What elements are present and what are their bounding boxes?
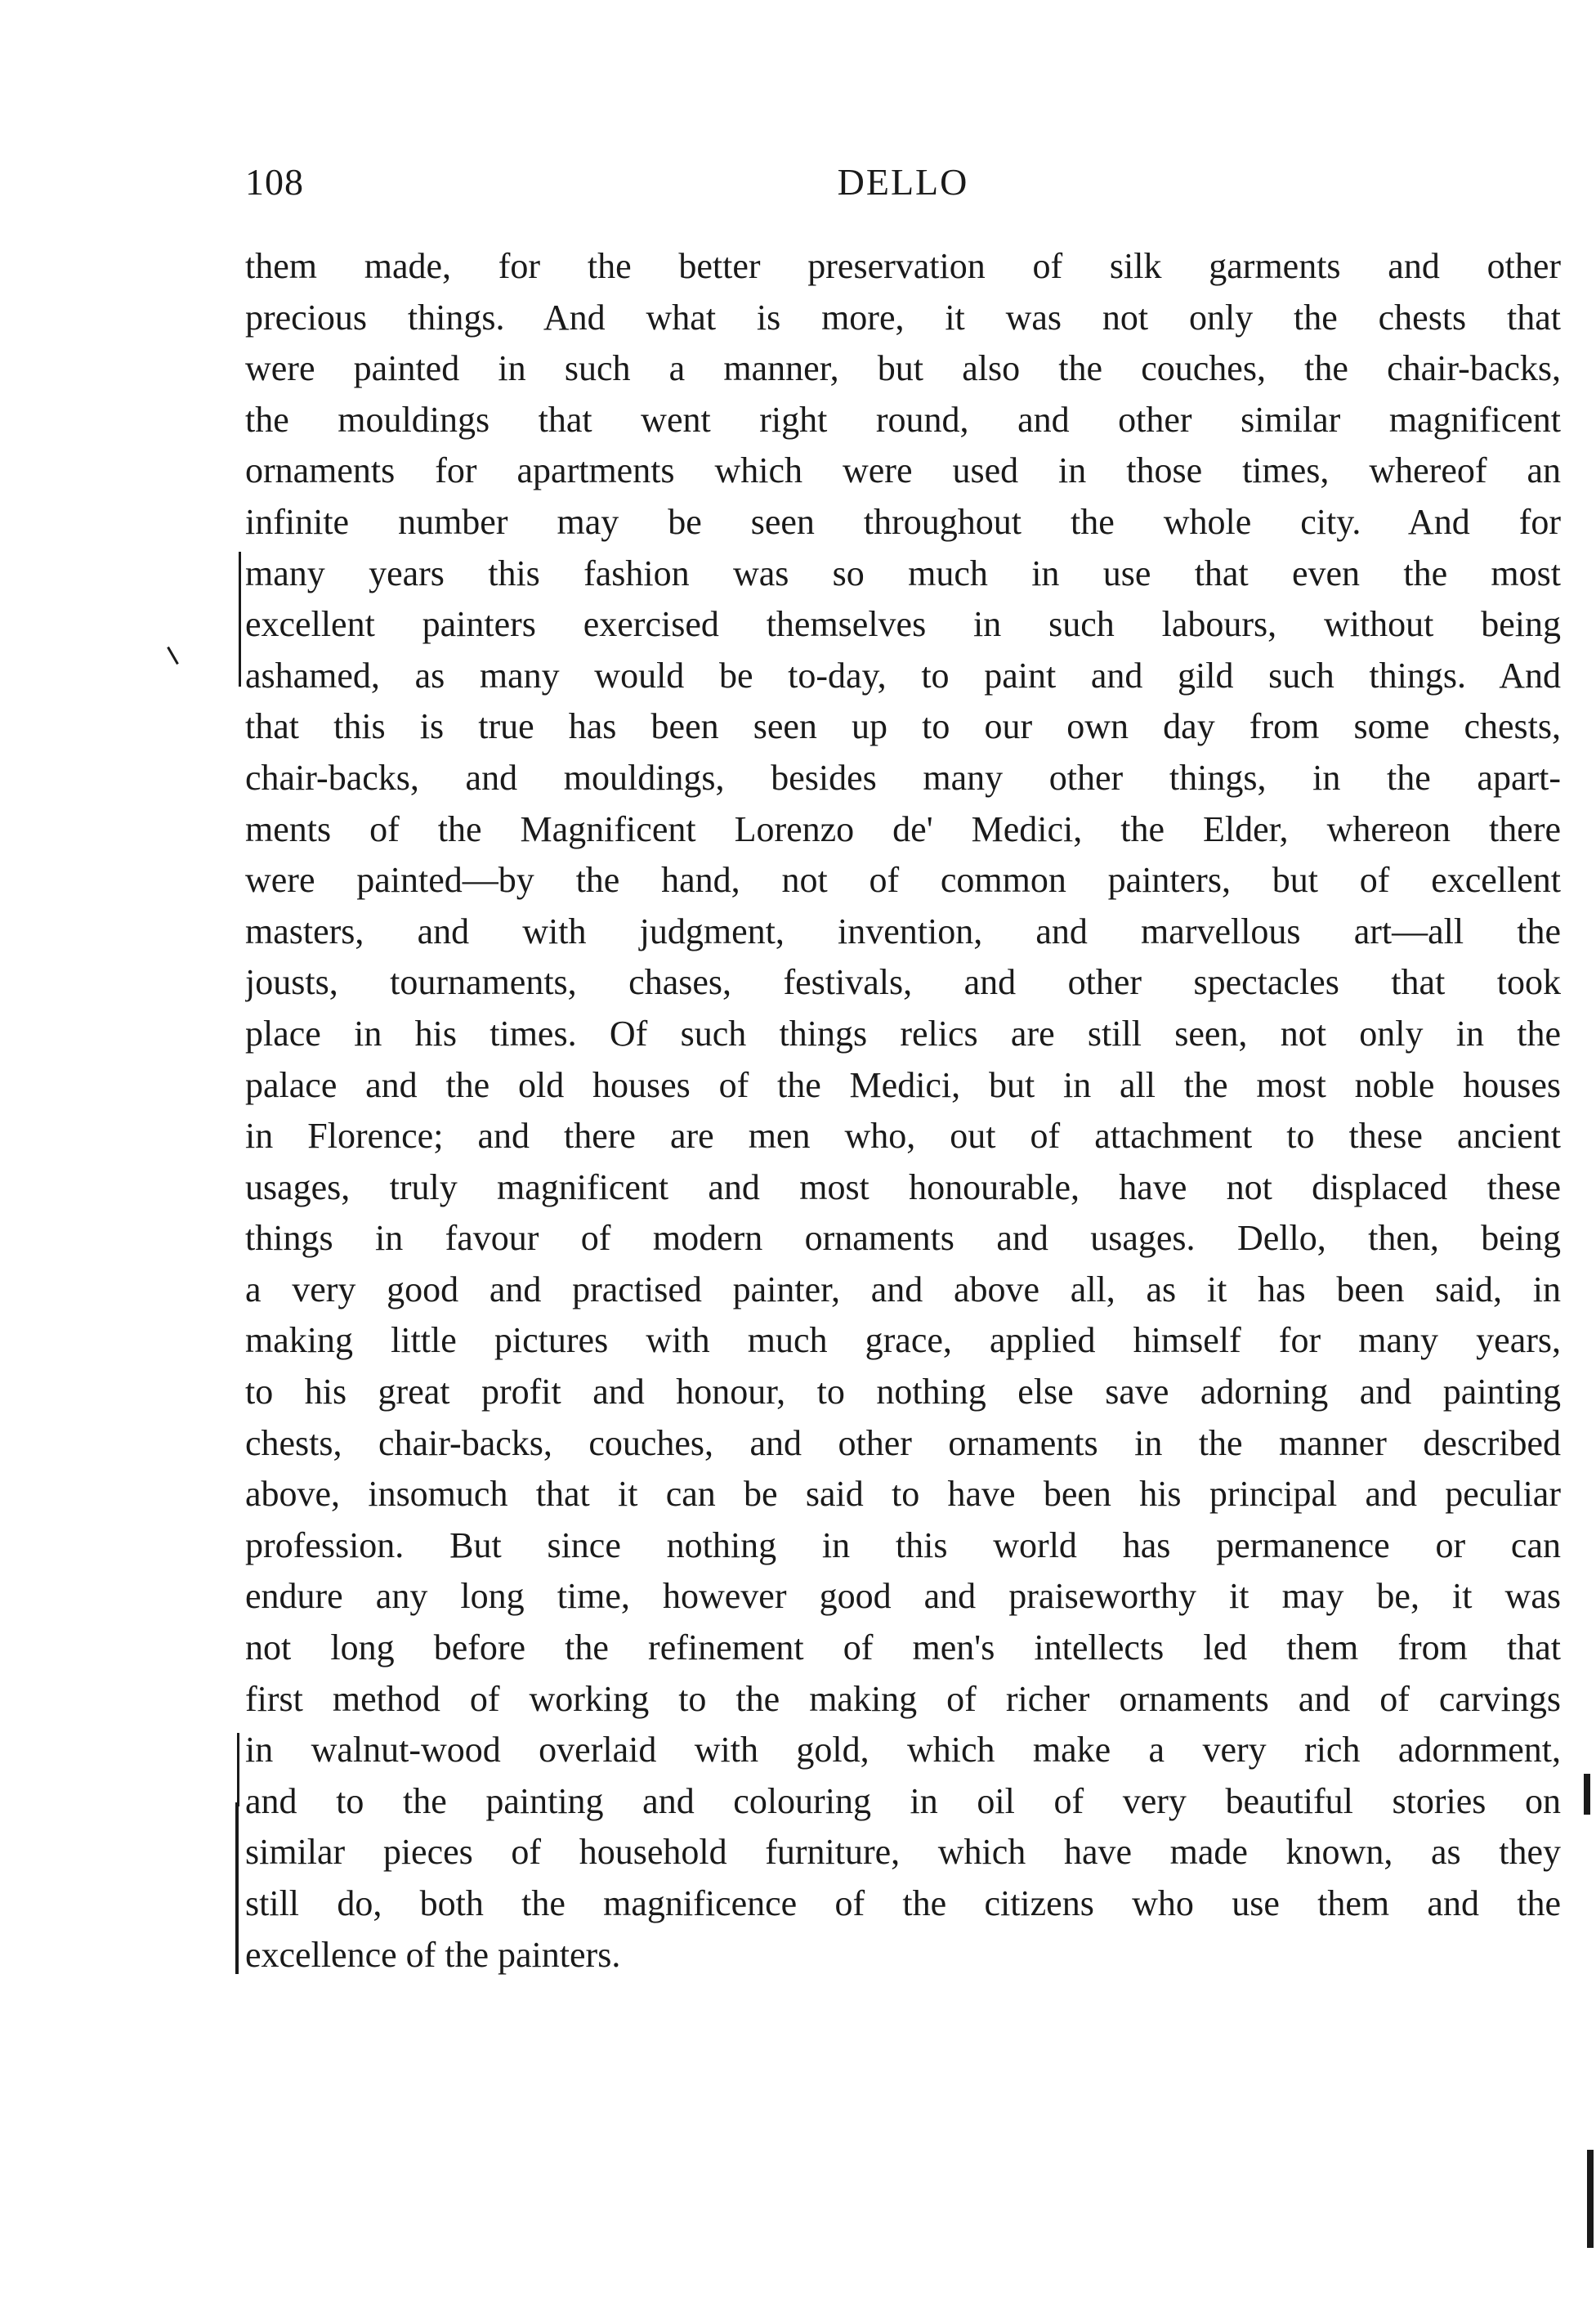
text-line: things in favour of modern ornaments and usages. Dello, then, being <box>245 1218 1561 1259</box>
text-line: many years this fashion was so much in use that even the most <box>245 553 1561 593</box>
text-line: to his great profit and honour, to nothing else save adorning and painting <box>245 1372 1561 1412</box>
text-line: making little pictures with much grace, applied himself for many years, <box>245 1320 1561 1361</box>
text-line: usages, truly magnificent and most honourable, have not displaced these <box>245 1166 1561 1207</box>
text-line: above, insomuch that it can be said to have been his principal and peculiar <box>245 1474 1561 1515</box>
margin-mark-left-1 <box>239 552 241 687</box>
margin-mark-right-1 <box>1584 1774 1590 1815</box>
text-line: still do, both the magnificence of the citizens who use them and the <box>245 1883 1561 1923</box>
text-line: chair-backs, and mouldings, besides many other things, in the apart- <box>245 757 1561 798</box>
body-text <box>245 241 1561 1981</box>
text-line: ashamed, as many would be to-day, to paint and gild such things. And <box>245 655 1561 696</box>
text-line: excellence of the painters. <box>245 1934 621 1975</box>
text-line: and to the painting and colouring in oil of very beautiful stories on <box>245 1780 1561 1821</box>
text-line: precious things. And what is more, it was not only the chests that <box>245 297 1561 338</box>
text-line: were painted in such a manner, but also the couches, the chair-backs, <box>245 348 1561 389</box>
text-line: profession. But since nothing in this world has permanence or can <box>245 1524 1561 1565</box>
text-line: excellent painters exercised themselves in such labours, without being <box>245 604 1561 645</box>
running-head: DELLO <box>837 161 969 203</box>
text-line: were painted—by the hand, not of common painters, but of excellent <box>245 860 1561 901</box>
text-line: jousts, tournaments, chases, festivals, and other spectacles that took <box>245 962 1561 1003</box>
text-line: the mouldings that went right round, and other similar magnificent <box>245 399 1561 440</box>
text-line: in walnut-wood overlaid with gold, which make a very rich adornment, <box>245 1730 1561 1771</box>
text-line: similar pieces of household furniture, which have made known, as they <box>245 1832 1561 1873</box>
text-line: ornaments for apartments which were used in those times, whereof an <box>245 450 1561 491</box>
text-line: first method of working to the making of richer ornaments and of carvings <box>245 1678 1561 1719</box>
text-line: a very good and practised painter, and above all, as it has been said, in <box>245 1269 1561 1309</box>
text-line: palace and the old houses of the Medici, but in all the most noble houses <box>245 1064 1561 1105</box>
text-line: endure any long time, however good and praiseworthy it may be, it was <box>245 1576 1561 1617</box>
page-header <box>245 160 1561 209</box>
text-line: ments of the Magnificent Lorenzo de' Medici, the Elder, whereon there <box>245 808 1561 849</box>
text-line: chests, chair-backs, couches, and other ornaments in the manner described <box>245 1422 1561 1463</box>
text-line: place in his times. Of such things relics are still seen, not only in the <box>245 1013 1561 1054</box>
margin-mark-left-2 <box>167 647 179 665</box>
text-line: not long before the refinement of men's intellects led them from that <box>245 1627 1561 1668</box>
text-line: that this is true has been seen up to our own day from some chests, <box>245 706 1561 747</box>
page-number: 108 <box>245 161 304 203</box>
text-line: them made, for the better preservation of silk garments and other <box>245 246 1561 286</box>
text-line: in Florence; and there are men who, out of attachment to these ancient <box>245 1116 1561 1157</box>
margin-mark-right-2 <box>1587 2150 1594 2248</box>
margin-mark-left-4 <box>235 1802 239 1974</box>
text-line: masters, and with judgment, invention, and marvellous art—all the <box>245 911 1561 951</box>
margin-mark-left-3 <box>237 1733 239 1806</box>
text-line: infinite number may be seen throughout the whole city. And for <box>245 501 1561 542</box>
